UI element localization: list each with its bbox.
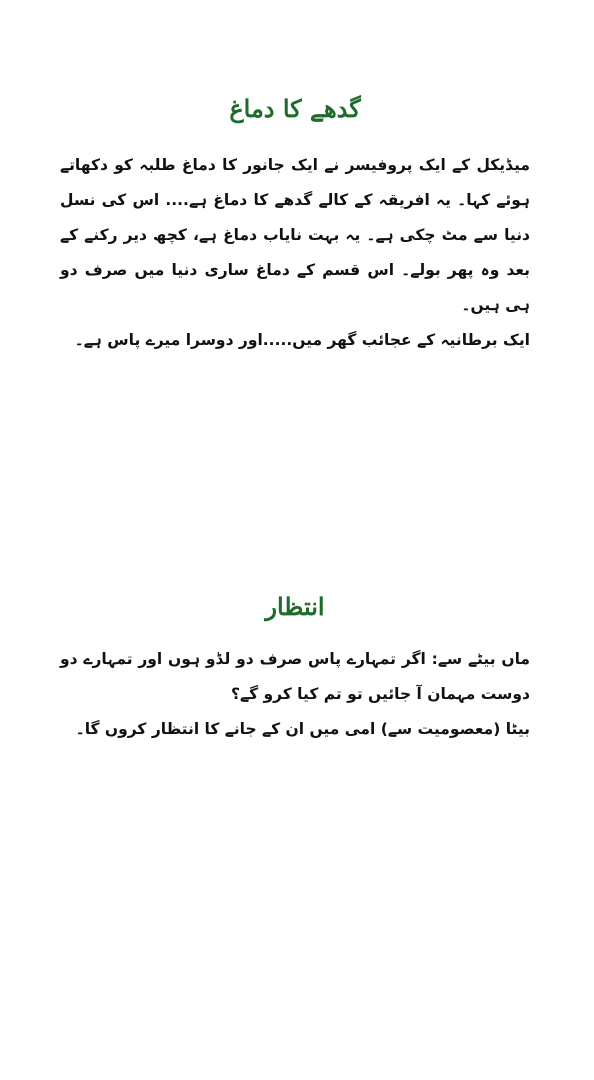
- story-paragraph: بیٹا (معصومیت سے) امی میں ان کے جانے کا انتظار کروں گا۔: [75, 720, 530, 738]
- story-paragraph: ماں بیٹے سے: اگر تمہارے پاس صرف دو لڈو ہوں اور تمہارے دو دوست مہمان آ جائیں تو تم کیا کرو گے؟: [60, 650, 530, 703]
- story-title: گدھے کا دماغ: [229, 94, 361, 123]
- story-title: انتظار: [265, 592, 325, 621]
- story-intezar: [60, 590, 530, 747]
- story-donkey-brain: [60, 92, 530, 358]
- story-paragraph: ایک برطانیہ کے عجائب گھر میں.....اور دوسرا میرے پاس ہے۔: [74, 331, 530, 349]
- story-paragraph: میڈیکل کے ایک پروفیسر نے ایک جانور کا دماغ طلبہ کو دکھاتے ہوئے کہا۔ یہ افریقہ کے کالے گدھے کا دماغ ہے.... اس کی نسل دنیا سے مٹ چکی ہے۔ یہ بہت نایاب دماغ ہے، کچھ دیر رکنے کے بعد وہ پھر بولے۔ اس قسم کے دماغ ساری دنیا میں صرف دو ہی ہیں۔: [60, 156, 530, 314]
